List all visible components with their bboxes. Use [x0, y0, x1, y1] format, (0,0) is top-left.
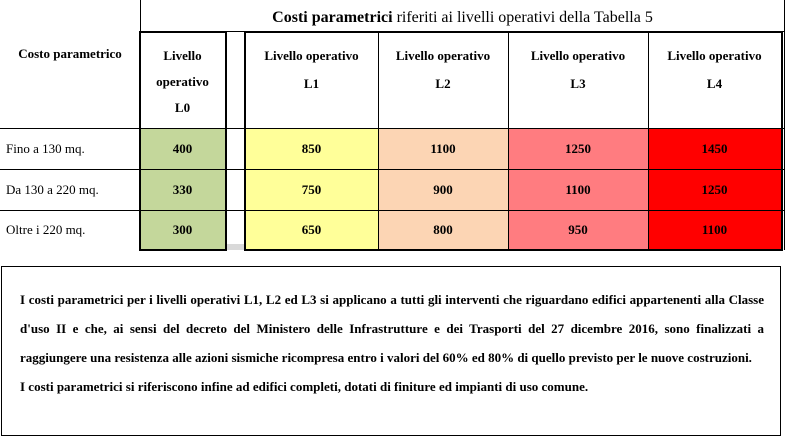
l0-cell-row1: 400 — [140, 128, 225, 169]
table-title — [140, 6, 785, 30]
l2-cell-row2: 900 — [378, 169, 508, 210]
table-title-rest: riferiti ai livelli operativi della Tabella 5 — [392, 9, 653, 26]
l1-cell-row3: 650 — [245, 210, 378, 250]
row-label-1: Fino a 130 mq. — [6, 140, 85, 156]
l4-cell-row3: 1100 — [648, 210, 781, 250]
l1-cell-row1: 850 — [245, 128, 378, 169]
l0-outline — [139, 31, 227, 251]
header-l2-line2: L2 — [435, 76, 451, 91]
l0-cell-row3: 300 — [140, 210, 225, 250]
header-l0-line3: L0 — [174, 100, 191, 115]
row-label-2: Da 130 a 220 mq. — [6, 181, 99, 197]
header-l1-line1: Livello operativo — [264, 48, 359, 63]
header-l4-line2: L4 — [706, 76, 723, 91]
note-paragraph-2: I costi parametrici si riferiscono infine ad edifici completi, dotati di finiture ed impianti di uso comune. — [20, 379, 589, 394]
l2-cell-row1: 1100 — [378, 128, 508, 169]
l4-cell-row2: 1250 — [648, 169, 781, 210]
header-l3-line2: L3 — [570, 76, 586, 91]
note-text — [20, 285, 764, 401]
l0-cell-row2: 330 — [140, 169, 225, 210]
header-l3-line1: Livello operativo — [530, 48, 626, 63]
l3-cell-row1: 1250 — [508, 128, 648, 169]
note-box — [1, 266, 781, 436]
l1-l4-outline — [244, 31, 783, 251]
l2-cell-row3: 800 — [378, 210, 508, 250]
table-title-bold: Costi parametrici — [272, 9, 393, 26]
l3-cell-row2: 1100 — [508, 169, 648, 210]
l3-cell-row3: 950 — [508, 210, 648, 250]
gap-column-bottom — [225, 244, 245, 250]
header-l2-line1: Livello operativo — [395, 48, 491, 63]
note-paragraph-1: I costi parametrici per i livelli operativi L1, L2 ed L3 si applicano a tutti gli interventi che riguardano edifici appartenenti alla Classe d'uso II e che, ai sensi del decreto del Ministero delle Infrastrutture e dei Trasporti del 27 dicembre 2016, sono finalizzati a raggiungere una resistenza alle azioni sismiche ricompresa entro i valori del 60% ed 80% di quello previsto per le nuove costruzioni. — [20, 292, 764, 365]
header-l4-line1: Livello operativo — [667, 48, 762, 63]
row-label-3: Oltre i 220 mq. — [6, 222, 86, 237]
corner-header: Costo parametrico — [18, 46, 122, 61]
header-l0-line2: operativo — [156, 74, 209, 89]
l4-cell-row1: 1450 — [648, 128, 781, 169]
header-l1-line2: L1 — [303, 76, 320, 91]
gap-column — [225, 31, 245, 250]
header-l0-line1: Livello — [163, 48, 202, 63]
l1-cell-row2: 750 — [245, 169, 378, 210]
